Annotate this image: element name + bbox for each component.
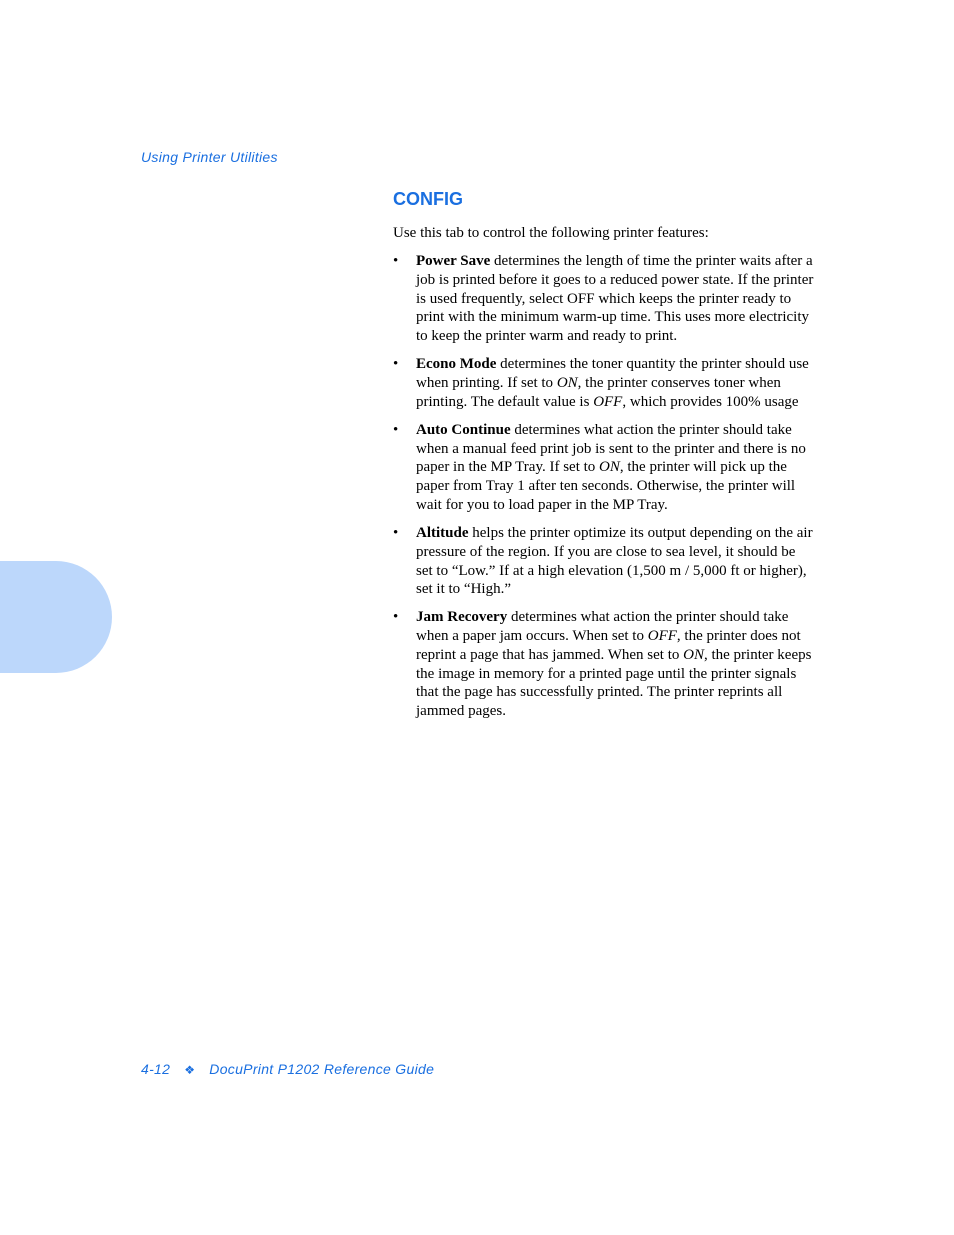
bullet-icon: •: [393, 609, 399, 626]
setting-value: OFF: [593, 393, 623, 410]
feature-name: Econo Mode: [416, 356, 497, 373]
feature-name: Jam Recovery: [416, 609, 508, 626]
feature-list: [393, 252, 815, 730]
bullet-icon: •: [393, 524, 399, 541]
bullet-icon: •: [393, 356, 399, 373]
guide-title: DocuPrint P1202 Reference Guide: [209, 1061, 435, 1077]
feature-list-item: [393, 524, 815, 599]
feature-list-item: [393, 252, 815, 346]
page-number: 4-12: [141, 1061, 171, 1077]
feature-name: Auto Continue: [416, 421, 511, 438]
page-footer: [141, 1061, 434, 1077]
feature-description: , the printer does not reprint a page that has jammed. When set to: [416, 628, 801, 663]
feature-description: , the printer will pick up the paper from Tray 1 after ten seconds. Otherwise, the printer will wait for you to load paper in the MP Tray.: [416, 459, 796, 513]
feature-description: , which provides 100% usage: [622, 393, 799, 410]
section-title: CONFIG: [393, 189, 463, 209]
feature-description: determines the length of time the printer waits after a job is printed before it goes to a reduced power state. If the printer is used frequently, select OFF which keeps the printer ready to print with the minimum warm-up time. This uses more electricity to keep the printer warm and ready to print.: [416, 253, 814, 345]
feature-list-item: [393, 355, 815, 411]
feature-list-item: [393, 421, 815, 515]
setting-value: OFF: [647, 628, 677, 645]
feature-description: , the printer keeps the image in memory for a printed page until the printer signals that the page has successfully printed. The printer reprints all jammed pages.: [416, 646, 812, 720]
feature-description: determines what action the printer should take when a manual feed print job is sent to the printer and there is no paper in the MP Tray. If set to: [416, 421, 806, 476]
chapter-tab-marker: [0, 561, 112, 673]
setting-value: ON: [599, 459, 620, 476]
bullet-icon: •: [393, 253, 399, 269]
feature-description: determines the toner quantity the printer should use when printing. If set to: [416, 356, 809, 391]
feature-name: Altitude: [416, 524, 469, 541]
feature-name: Power Save: [416, 253, 491, 269]
intro-paragraph: Use this tab to control the following printer features:: [393, 225, 709, 241]
feature-list-item: [393, 608, 815, 721]
feature-description: helps the printer optimize its output depending on the air pressure of the region. If you are close to sea level, it should be set to “Low.” If at a high elevation (1,500 m / 5,000 ft or higher), set it to “High.”: [416, 524, 813, 598]
diamond-separator-icon: ❖: [184, 1063, 196, 1077]
feature-description: determines what action the printer should take when a paper jam occurs. When set to: [416, 609, 789, 645]
running-header: Using Printer Utilities: [141, 149, 278, 165]
setting-value: ON: [556, 374, 578, 391]
setting-value: ON: [683, 646, 704, 663]
feature-description: , the printer conserves toner when printing. The default value is: [416, 374, 781, 410]
bullet-icon: •: [393, 421, 399, 438]
